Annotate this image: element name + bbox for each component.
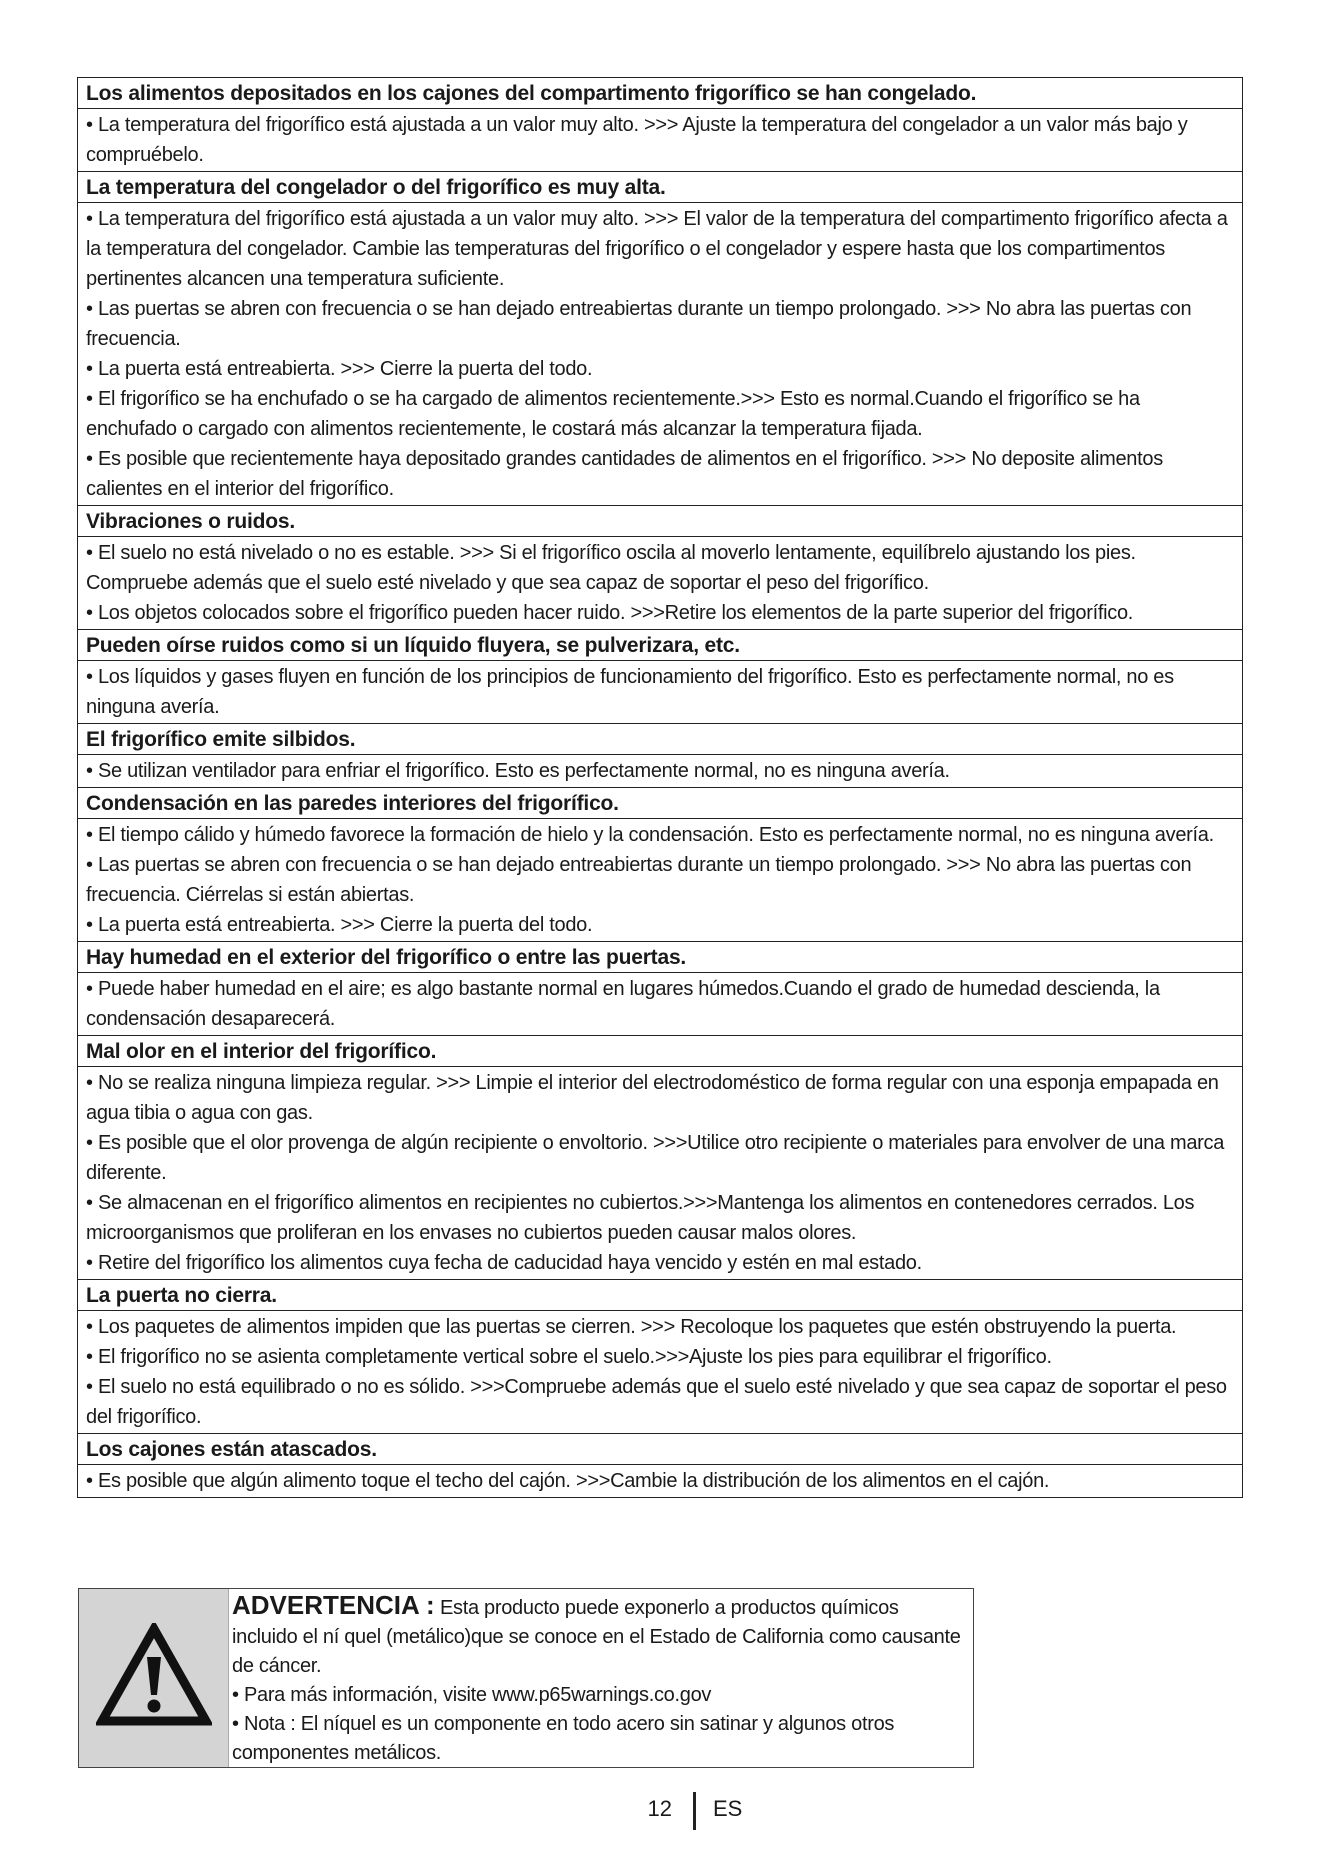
section-body [78,661,1242,724]
section-title: Los cajones están atascados. [78,1434,1242,1465]
list-item: • Es posible que el olor provenga de algún recipiente o envoltorio. >>>Utilice otro recipiente o materiales para envolver de una marca diferente. [86,1132,1225,1184]
warning-body: Esta producto puede exponerlo a productos químicos incluido el ní quel (metálico)que se conoce en el Estado de California como causante de cáncer. [232,1597,961,1677]
list-item: • El suelo no está nivelado o no es estable. >>> Si el frigorífico oscila al moverlo lentamente, equilíbrelo ajustando los pies. Compruebe además que el suelo esté nivelado y que sea capaz de soportar el peso del frigorífico. [86,542,1136,594]
troubleshooting-table [77,77,1243,1498]
page-number: 12 [647,1796,672,1821]
section-condensation [78,788,1242,942]
list-item: • La puerta está entreabierta. >>> Cierre la puerta del todo. [86,358,593,380]
section-body [78,755,1242,788]
list-item: • Los objetos colocados sobre el frigorífico pueden hacer ruido. >>>Retire los elementos de la parte superior del frigorífico. [86,602,1134,624]
section-vibrations [78,506,1242,630]
list-item: • La temperatura del frigorífico está ajustada a un valor muy alto. >>> El valor de la temperatura del compartimento frigorífico afecta a la temperatura del congelador. Cambie las temperaturas del frigorífico o el congelador y espere hasta que los compartimentos pertinentes alcancen una temperatura suficiente. [86,208,1228,290]
list-item: • El frigorífico no se asienta completamente vertical sobre el suelo.>>>Ajuste los pies para equilibrar el frigorífico. [86,1346,1052,1368]
list-item: • La temperatura del frigorífico está ajustada a un valor muy alto. >>> Ajuste la temperatura del congelador a un valor más bajo y compruébelo. [86,114,1188,166]
warning-text [232,1591,967,1768]
list-item: • Puede haber humedad en el aire; es algo bastante normal en lugares húmedos.Cuando el grado de humedad descienda, la condensación desaparecerá. [86,978,1160,1030]
list-item: • Retire del frigorífico los alimentos cuya fecha de caducidad haya vencido y estén en mal estado. [86,1252,922,1274]
section-body [78,537,1242,630]
section-title: Los alimentos depositados en los cajones del compartimento frigorífico se han congelado. [78,78,1242,109]
warning-box [78,1588,974,1768]
list-item: • El tiempo cálido y húmedo favorece la formación de hielo y la condensación. Esto es perfectamente normal, no es ninguna avería. [86,824,1214,846]
section-title: Mal olor en el interior del frigorífico. [78,1036,1242,1067]
section-frozen-food [78,78,1242,172]
page-footer [0,1792,1324,1832]
list-item: • El frigorífico se ha enchufado o se ha cargado de alimentos recientemente.>>> Esto es normal.Cuando el frigorífico se ha enchufado o cargado con alimentos recientemente, le costará más alcanzar la temperatura fijada. [86,388,1140,440]
section-drawers-stuck [78,1434,1242,1497]
section-body [78,973,1242,1036]
warning-bullet: • Nota : El níquel es un componente en todo acero sin satinar y algunos otros componentes metálicos. [232,1713,895,1764]
warning-heading: ADVERTENCIA : [232,1590,435,1620]
section-exterior-humidity [78,942,1242,1036]
section-title: La puerta no cierra. [78,1280,1242,1311]
section-title: La temperatura del congelador o del frigorífico es muy alta. [78,172,1242,203]
section-body [78,1465,1242,1497]
section-title: El frigorífico emite silbidos. [78,724,1242,755]
section-body [78,819,1242,942]
list-item: • Las puertas se abren con frecuencia o se han dejado entreabiertas durante un tiempo prolongado. >>> No abra las puertas con frecuencia. [86,298,1192,350]
section-title: Condensación en las paredes interiores del frigorífico. [78,788,1242,819]
footer-divider [693,1792,696,1830]
list-item: • Es posible que algún alimento toque el techo del cajón. >>>Cambie la distribución de los alimentos en el cajón. [86,1470,1050,1492]
list-item: • Los líquidos y gases fluyen en función de los principios de funcionamiento del frigorífico. Esto es perfectamente normal, no es ninguna avería. [86,666,1174,718]
section-body [78,203,1242,506]
warning-icon-panel [79,1589,229,1767]
section-body [78,1311,1242,1434]
list-item: • Se utilizan ventilador para enfriar el frigorífico. Esto es perfectamente normal, no es ninguna avería. [86,760,950,782]
section-title: Vibraciones o ruidos. [78,506,1242,537]
section-body [78,1067,1242,1280]
list-item: • La puerta está entreabierta. >>> Cierre la puerta del todo. [86,914,593,936]
section-whistling [78,724,1242,788]
section-title: Hay humedad en el exterior del frigorífico o entre las puertas. [78,942,1242,973]
list-item: • Se almacenan en el frigorífico alimentos en recipientes no cubiertos.>>>Mantenga los alimentos en contenedores cerrados. Los microorganismos que proliferan en los envases no cubiertos pueden causar malos olores. [86,1192,1195,1244]
list-item: • El suelo no está equilibrado o no es sólido. >>>Compruebe además que el suelo esté nivelado y que sea capaz de soportar el peso del frigorífico. [86,1376,1227,1428]
warning-paragraph [232,1591,967,1681]
list-item: • Es posible que recientemente haya depositado grandes cantidades de alimentos en el frigorífico. >>> No deposite alimentos calientes en el interior del frigorífico. [86,448,1163,500]
warning-bullet: • Para más información, visite www.p65warnings.co.gov [232,1684,712,1706]
list-item: • Los paquetes de alimentos impiden que las puertas se cierren. >>> Recoloque los paquetes que estén obstruyendo la puerta. [86,1316,1177,1338]
warning-triangle-icon [96,1623,212,1727]
language-code: ES [713,1796,743,1821]
list-item: • Las puertas se abren con frecuencia o se han dejado entreabiertas durante un tiempo prolongado. >>> No abra las puertas con frecuencia. Ciérrelas si están abiertas. [86,854,1192,906]
section-high-temperature [78,172,1242,506]
section-door-not-closing [78,1280,1242,1434]
section-liquid-noises [78,630,1242,724]
section-body [78,109,1242,172]
section-bad-odor [78,1036,1242,1280]
list-item: • No se realiza ninguna limpieza regular. >>> Limpie el interior del electrodoméstico de forma regular con una esponja empapada en agua tibia o agua con gas. [86,1072,1219,1124]
section-title: Pueden oírse ruidos como si un líquido fluyera, se pulverizara, etc. [78,630,1242,661]
